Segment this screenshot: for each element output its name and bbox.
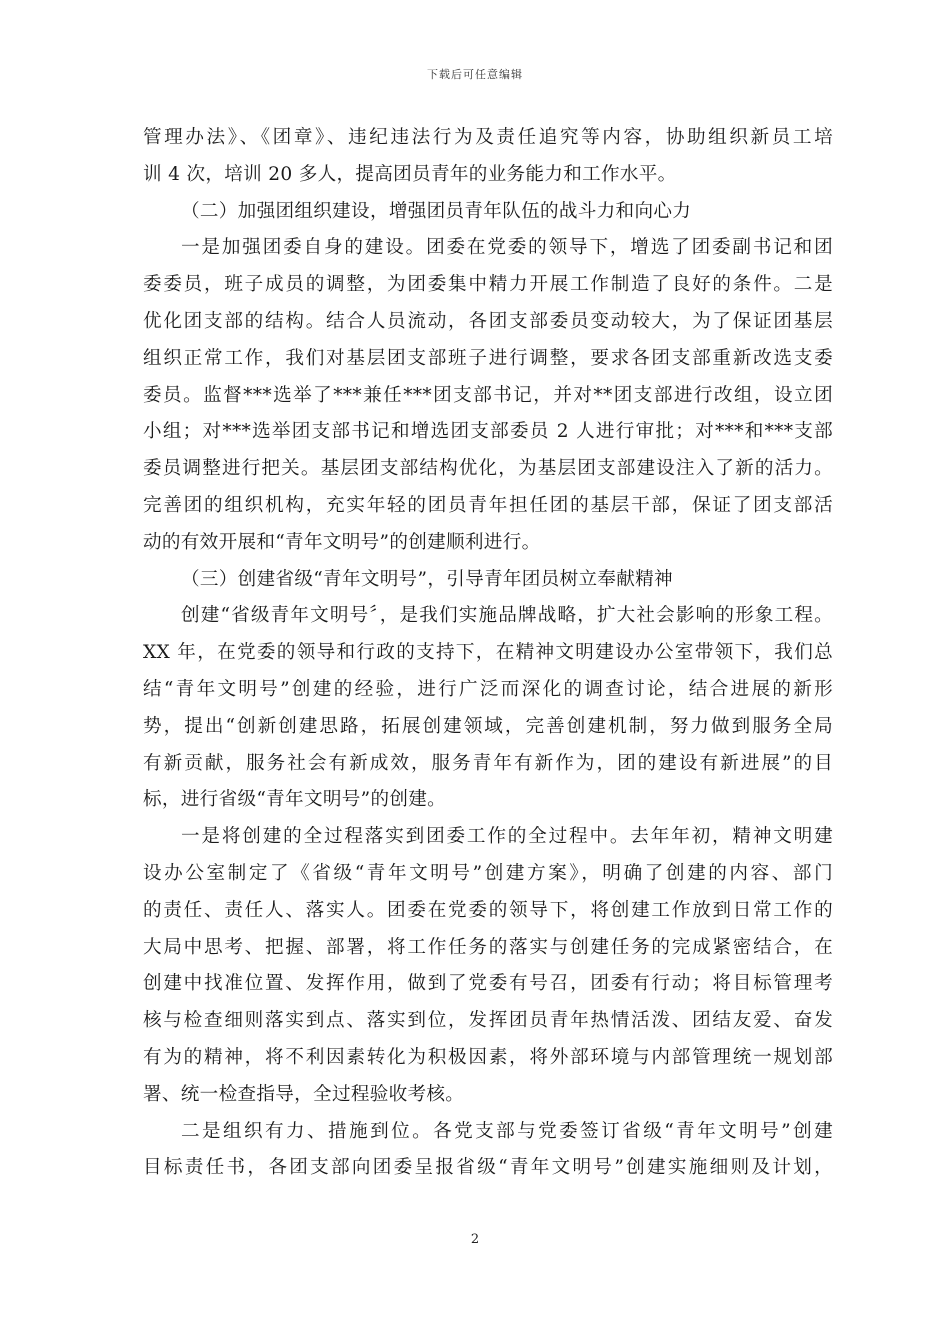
text-line: 创建中找准位置、发挥作用，做到了党委有号召，团委有行动；将目标管理考 bbox=[143, 973, 833, 995]
text-line: 小组；对***选举团支部书记和增选团支部委员 2 人进行审批；对***和***支部 bbox=[143, 421, 833, 443]
text-line: 势，提出“创新创建思路，拓展创建领域，完善创建机制，努力做到服务全局 bbox=[143, 715, 833, 737]
text-line: 署、统一检查指导，全过程验收考核。 bbox=[143, 1083, 465, 1105]
text-line: 委员调整进行把关。基层团支部结构优化，为基层团支部建设注入了新的活力。 bbox=[143, 458, 833, 480]
text-line: 大局中思考、把握、部署，将工作任务的落实与创建任务的完成紧密结合，在 bbox=[143, 936, 833, 958]
text-line: 核与检查细则落实到点、落实到位，发挥团员青年热情活泼、团结友爱、奋发 bbox=[143, 1010, 833, 1032]
text-line: 标，进行省级“青年文明号”的创建。 bbox=[143, 789, 447, 811]
text-line: 动的有效开展和“青年文明号”的创建顺利进行。 bbox=[143, 531, 541, 553]
text-line: 目标责任书，各团支部向团委呈报省级“青年文明号”创建实施细则及计划， bbox=[143, 1157, 833, 1179]
text-line: XX 年，在党委的领导和行政的支持下，在精神文明建设办公室带领下，我们总 bbox=[143, 642, 833, 664]
text-line: 一是加强团委自身的建设。团委在党委的领导下，增选了团委副书记和团 bbox=[181, 237, 833, 259]
text-line: 二是组织有力、措施到位。各党支部与党委签订省级“青年文明号”创建 bbox=[181, 1120, 833, 1142]
text-line: 的责任、责任人、落实人。团委在党委的领导下，将创建工作放到日常工作的 bbox=[143, 899, 833, 921]
text-line: 完善团的组织机构，充实年轻的团员青年担任团的基层干部，保证了团支部活 bbox=[143, 494, 833, 516]
text-line: 委员。监督***选举了***兼任***团支部书记，并对**团支部进行改组，设立团 bbox=[143, 384, 833, 406]
text-line: （三）创建省级“青年文明号”，引导青年团员树立奉献精神 bbox=[181, 568, 673, 590]
text-line: 委委员，班子成员的调整，为团委集中精力开展工作制造了良好的条件。二是 bbox=[143, 274, 833, 296]
document-body bbox=[143, 120, 833, 1187]
text-line: 创建“省级青年文明号〞，是我们实施品牌战略，扩大社会影响的形象工程。 bbox=[181, 605, 833, 627]
text-line: 有新贡献，服务社会有新成效，服务青年有新作为，团的建设有新进展”的目 bbox=[143, 752, 833, 774]
text-line: 管理办法》、《团章》、违纪违法行为及责任追究等内容，协助组织新员工培 bbox=[143, 127, 833, 148]
header-note: 下载后可任意编辑 bbox=[427, 68, 523, 81]
text-line: 设办公室制定了《省级“青年文明号”创建方案》，明确了创建的内容、部门 bbox=[143, 862, 833, 884]
text-line: 组织正常工作，我们对基层团支部班子进行调整，要求各团支部重新改选支委 bbox=[143, 347, 833, 369]
page-number: 2 bbox=[470, 1232, 480, 1247]
text-line: 结“青年文明号”创建的经验，进行广泛而深化的调查讨论，结合进展的新形 bbox=[143, 678, 833, 700]
text-line: 训 4 次，培训 20 多人，提高团员青年的业务能力和工作水平。 bbox=[143, 163, 677, 185]
text-line: 有为的精神，将不利因素转化为积极因素，将外部环境与内部管理统一规划部 bbox=[143, 1046, 833, 1068]
text-line: 一是将创建的全过程落实到团委工作的全过程中。去年年初，精神文明建 bbox=[181, 826, 833, 848]
text-line: （二）加强团组织建设，增强团员青年队伍的战斗力和向心力 bbox=[181, 200, 692, 222]
text-line: 优化团支部的结构。结合人员流动，各团支部委员变动较大，为了保证团基层 bbox=[143, 310, 833, 332]
